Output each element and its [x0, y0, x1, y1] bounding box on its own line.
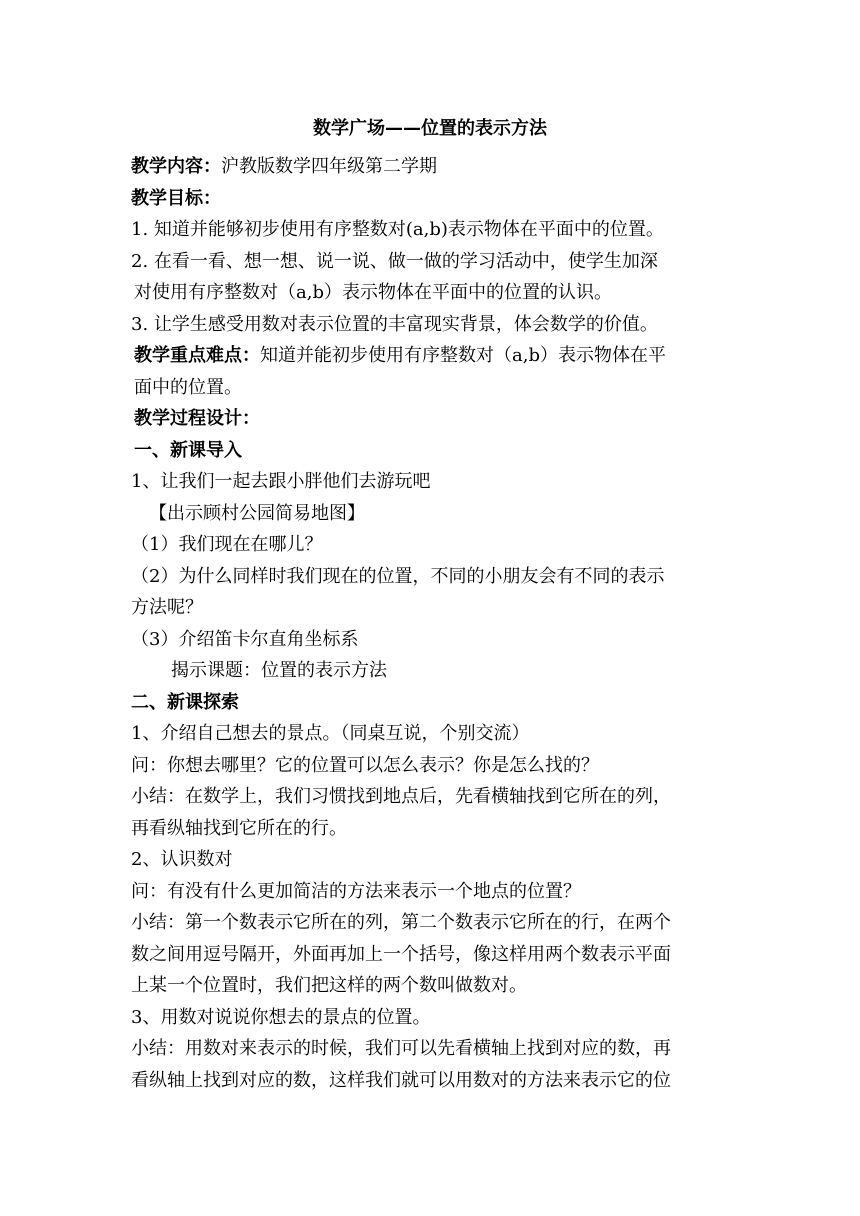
section-1-reveal-topic: 揭示课题：位置的表示方法: [171, 660, 387, 681]
section-1-item-1: 1、让我们一起去跟小胖他们去游玩吧: [131, 471, 431, 492]
document-title: 数学广场——位置的表示方法: [313, 118, 547, 139]
section-1-question-2-line-2: 方法呢？: [131, 597, 203, 618]
goal-3: 3. 让学生感受用数对表示位置的丰富现实背景，体会数学的价值。: [131, 313, 658, 335]
section-2-heading: 二、新课探索: [131, 691, 239, 713]
section-1-heading: 一、新课导入: [134, 439, 242, 461]
section-2-question-1: 问：你想去哪里？它的位置可以怎么表示？你是怎么找的？: [131, 754, 599, 776]
section-1-question-1: （1）我们现在在哪儿？: [131, 534, 323, 555]
section-2-summary-3-line-2: 看纵轴上找到对应的数，这样我们就可以用数对的方法来表示它的位: [131, 1069, 671, 1091]
section-2-item-2: 2、认识数对: [131, 849, 233, 870]
section-2-summary-2-line-1: 小结：第一个数表示它所在的列，第二个数表示它所在的行，在两个: [131, 912, 671, 933]
section-2-summary-2-line-3: 上某一个位置时，我们把这样的两个数叫做数对。: [131, 975, 527, 996]
goal-2-line-1: 2. 在看一看、想一想、说一说、做一做的学习活动中，使学生加深: [131, 250, 658, 272]
process-heading: 教学过程设计：: [134, 408, 260, 429]
key-points-text: 知道并能初步使用有序整数对（a,b）表示物体在平: [260, 345, 666, 366]
section-2-summary-3-line-1: 小结：用数对来表示的时候，我们可以先看横轴上找到对应的数，再: [131, 1038, 671, 1059]
section-2-question-2: 问：有没有什么更加简洁的方法来表示一个地点的位置？: [131, 880, 581, 902]
goal-2-line-2: 对使用有序整数对（a,b）表示物体在平面中的位置的认识。: [134, 282, 612, 303]
section-2-summary-1-line-2: 再看纵轴找到它所在的行。: [131, 817, 347, 839]
section-2-item-1: 1、介绍自己想去的景点。（同桌互说，个别交流）: [131, 723, 530, 744]
section-1-question-2-line-1: （2）为什么同样时我们现在的位置，不同的小朋友会有不同的表示: [131, 565, 665, 587]
teaching-content-line: [131, 151, 731, 183]
teaching-content-label: 教学内容：: [131, 156, 221, 177]
section-2-summary-2-line-2: 数之间用逗号隔开，外面再加上一个括号，像这样用两个数表示平面: [131, 943, 671, 965]
section-2-summary-1-line-1: 小结：在数学上，我们习惯找到地点后，先看横轴找到它所在的列，: [131, 786, 671, 807]
section-2-item-3: 3、用数对说说你想去的景点的位置。: [131, 1006, 431, 1028]
teaching-content-value: 沪教版数学四年级第二学期: [221, 156, 437, 177]
document-body: [131, 151, 731, 1096]
key-points-label: 教学重点难点：: [134, 345, 260, 366]
section-1-map-note: 【出示顾村公园简易地图】: [149, 502, 365, 524]
section-1-question-3: （3）介绍笛卡尔直角坐标系: [131, 628, 359, 650]
goal-1: 1. 知道并能够初步使用有序整数对(a,b)表示物体在平面中的位置。: [131, 219, 664, 240]
key-points-line-2: 面中的位置。: [134, 376, 242, 398]
teaching-goals-heading: 教学目标：: [131, 187, 221, 209]
key-points-line-1: [131, 340, 731, 372]
